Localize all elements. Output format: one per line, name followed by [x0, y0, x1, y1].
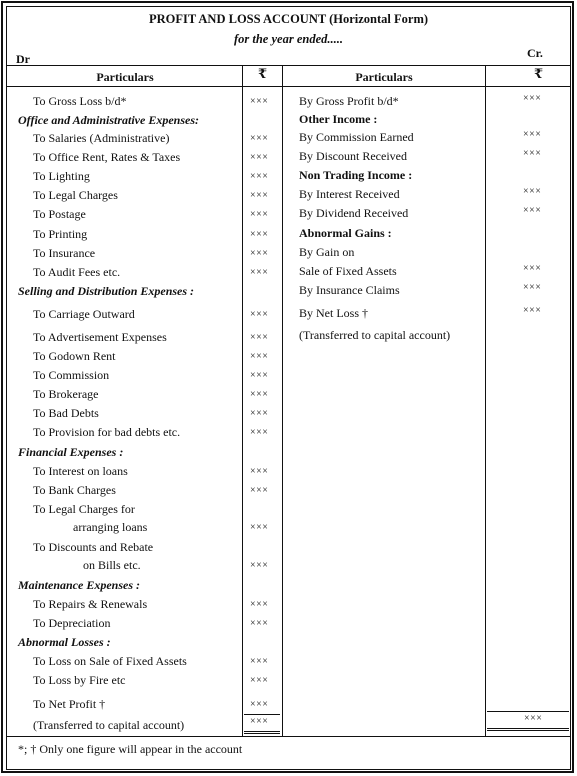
credit-item: (Transferred to capital account): [299, 328, 451, 342]
credit-section-heading: Abnormal Gains :: [299, 226, 392, 240]
right-amount-divider: [485, 65, 486, 736]
debit-item: To Printing: [33, 227, 88, 241]
credit-amount: ×××: [523, 205, 542, 216]
credit-amount: ×××: [523, 186, 542, 197]
credit-item: Sale of Fixed Assets: [299, 264, 397, 278]
debit-total-rule-1: [244, 731, 280, 732]
credit-item: By Dividend Received: [299, 206, 409, 220]
credit-amount: ×××: [523, 263, 542, 274]
credit-amount: ×××: [523, 305, 542, 316]
debit-item: To Loss by Fire etc: [33, 673, 126, 687]
debit-item: To Loss on Sale of Fixed Assets: [33, 654, 187, 668]
debit-amount: ×××: [250, 389, 269, 400]
debit-amount: ×××: [250, 248, 269, 259]
debit-amount: ×××: [250, 466, 269, 477]
debit-item: To Audit Fees etc.: [33, 265, 121, 279]
debit-section-heading: Office and Administrative Expenses:: [18, 113, 199, 127]
debit-amount: ×××: [250, 267, 269, 278]
debit-item: (Transferred to capital account): [33, 718, 185, 732]
debit-item: To Legal Charges: [33, 188, 118, 202]
debit-amount: ×××: [250, 522, 269, 533]
debit-item: To Bank Charges: [33, 483, 116, 497]
debit-amount: ×××: [250, 599, 269, 610]
credit-total-rule-2: [487, 730, 569, 731]
debit-amount: ×××: [250, 133, 269, 144]
debit-amount: ×××: [250, 427, 269, 438]
debit-amount: ×××: [250, 229, 269, 240]
debit-total: ×××: [250, 716, 269, 727]
debit-amount: ×××: [250, 699, 269, 710]
debit-amount: ×××: [250, 96, 269, 107]
debit-amount: ×××: [250, 485, 269, 496]
credit-total-rule-1: [487, 728, 569, 729]
debit-amount: ×××: [250, 171, 269, 182]
right-rupee-symbol: ₹: [533, 66, 543, 81]
debit-item: on Bills etc.: [83, 558, 141, 572]
credit-amount: ×××: [523, 282, 542, 293]
credit-amount: ×××: [523, 129, 542, 140]
page-subtitle: for the year ended.....: [233, 32, 343, 46]
credit-item: By Gain on: [299, 245, 355, 259]
left-rupee-header: ₹: [257, 66, 268, 81]
debit-amount: ×××: [250, 408, 269, 419]
debit-item: To Advertisement Expenses: [33, 330, 167, 344]
debit-item: To Legal Charges for: [33, 502, 135, 516]
debit-amount: ×××: [250, 560, 269, 571]
debit-item: To Godown Rent: [33, 349, 116, 363]
credit-item: By Interest Received: [299, 187, 400, 201]
credit-section-heading: Other Income :: [299, 112, 378, 126]
debit-section-heading: Selling and Distribution Expenses :: [18, 284, 195, 298]
debit-total-rule-2: [244, 733, 280, 734]
debit-item: arranging loans: [73, 520, 148, 534]
credit-item: By Discount Received: [299, 149, 407, 163]
debit-item: To Postage: [33, 207, 86, 221]
debit-item: To Lighting: [33, 169, 90, 183]
debit-item: To Office Rent, Rates & Taxes: [33, 150, 181, 164]
debit-amount: ×××: [250, 309, 269, 320]
debit-amount: ×××: [250, 656, 269, 667]
credit-item: By Net Loss †: [299, 306, 368, 320]
debit-item: To Repairs & Renewals: [33, 597, 148, 611]
credit-side-label: Cr.: [527, 46, 543, 60]
credit-total: ×××: [524, 713, 543, 724]
credit-item: By Commission Earned: [299, 130, 414, 144]
debit-item: To Commission: [33, 368, 110, 382]
footnote: *; † Only one figure will appear in the account: [18, 742, 243, 756]
debit-amount: ×××: [250, 618, 269, 629]
credit-amount: ×××: [523, 93, 542, 104]
center-divider: [282, 65, 283, 736]
debit-item: To Bad Debts: [33, 406, 99, 420]
debit-amount: ×××: [250, 370, 269, 381]
table-bottom-rule: [7, 736, 570, 737]
credit-item: By Gross Profit b/d*: [299, 94, 399, 108]
debit-item: To Interest on loans: [33, 464, 128, 478]
debit-item: To Insurance: [33, 246, 96, 260]
debit-amount: ×××: [250, 351, 269, 362]
debit-amount: ×××: [250, 152, 269, 163]
debit-amount: ×××: [250, 675, 269, 686]
debit-section-heading: Abnormal Losses :: [18, 635, 111, 649]
debit-item: To Carriage Outward: [33, 307, 135, 321]
debit-amount: ×××: [250, 332, 269, 343]
debit-item: To Salaries (Administrative): [33, 131, 170, 145]
debit-amount: ×××: [250, 209, 269, 220]
debit-section-heading: Financial Expenses :: [18, 445, 124, 459]
credit-item: By Insurance Claims: [299, 283, 400, 297]
debit-item: To Net Profit †: [33, 697, 106, 711]
debit-side-label: Dr: [16, 52, 30, 66]
debit-section-heading: Maintenance Expenses :: [18, 578, 141, 592]
page-title: PROFIT AND LOSS ACCOUNT (Horizontal Form): [148, 12, 429, 26]
left-particulars-header: Particulars: [96, 70, 154, 84]
debit-amount: ×××: [250, 190, 269, 201]
left-amount-divider: [242, 65, 243, 736]
debit-item: To Provision for bad debts etc.: [33, 425, 181, 439]
debit-item: To Discounts and Rebate: [33, 540, 154, 554]
debit-item: To Gross Loss b/d*: [33, 94, 127, 108]
credit-section-heading: Non Trading Income :: [299, 168, 413, 182]
right-particulars-header: Particulars: [355, 70, 413, 84]
credit-amount: ×××: [523, 148, 542, 159]
debit-item: To Brokerage: [33, 387, 99, 401]
debit-item: To Depreciation: [33, 616, 111, 630]
